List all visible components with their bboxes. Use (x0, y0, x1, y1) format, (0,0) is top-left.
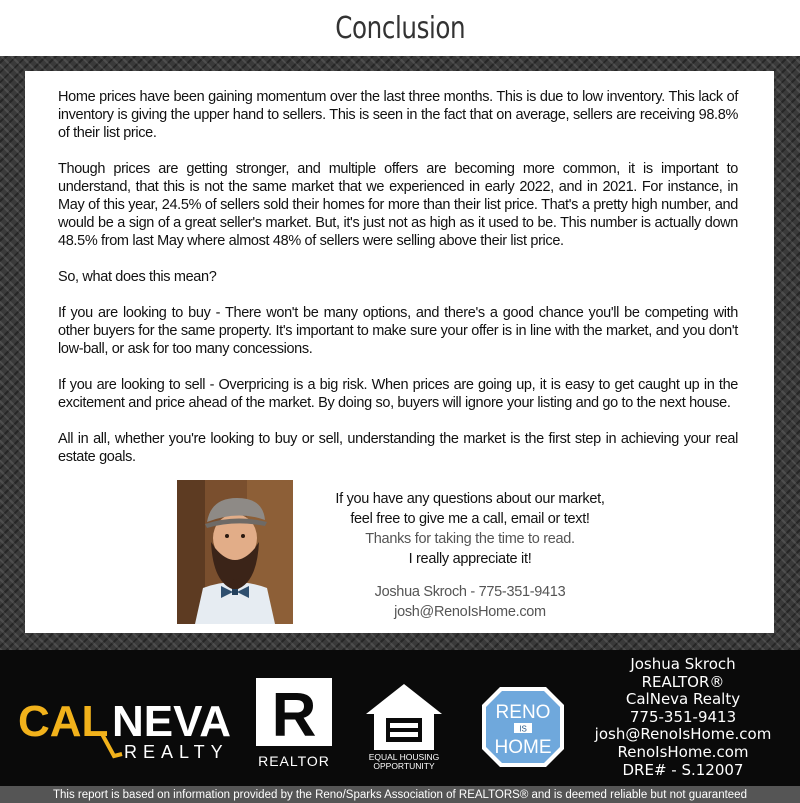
equal-housing-logo (362, 680, 446, 770)
agent-license: DRE# - S.12007 (622, 760, 744, 779)
eho-line-2: OPPORTUNITY (373, 761, 435, 770)
agent-name: Joshua Skroch (630, 655, 736, 673)
calneva-realty-logo (18, 694, 230, 764)
contact-email[interactable]: josh@RenoIsHome.com (394, 604, 546, 620)
agent-phone[interactable]: 775-351-9413 (629, 707, 737, 726)
agent-portrait-illustration (177, 480, 293, 624)
agent-email[interactable]: josh@RenoIsHome.com (594, 725, 772, 744)
calneva-logo-realty: REALTY (124, 742, 229, 762)
agent-info-block (588, 656, 778, 779)
footer-bar (0, 650, 800, 803)
disclaimer-bar (0, 786, 800, 803)
realtor-logo (254, 678, 334, 770)
paragraph-question: So, what does this mean? (58, 269, 217, 285)
calneva-logo-neva: NEVA (112, 697, 230, 746)
reno-is-home-logo (480, 685, 566, 769)
realtor-logo-label: REALTOR (258, 753, 330, 769)
calneva-logo-cal: CAL (18, 697, 109, 746)
agent-photo (177, 480, 293, 624)
eho-line-1: EQUAL HOUSING (368, 752, 440, 762)
paragraph-sellers: If you are looking to sell - Overpricing is a big risk. When prices are going up, it is easy to get caught up in the excitement and price ahead of the market. By doing so, buyers will ignore your listing and go to the next house. (58, 377, 738, 411)
contact-block (307, 489, 633, 622)
content-card (25, 71, 774, 633)
contact-line-appreciate: I really appreciate it! (408, 551, 532, 567)
page-title: Conclusion (335, 10, 465, 46)
contact-line-thanks: Thanks for taking the time to read. (365, 531, 575, 547)
agent-title: REALTOR® (641, 672, 725, 691)
paragraph-market: Though prices are getting stronger, and multiple offers are becoming more common, it is important to understand, that this is not the same market that we experienced in early 2022, and in 2021. For instance, in May of this year, 24.5% of sellers sold their homes for more than their list price. That's a pretty high number, and would be a sign of a great seller's market. But, it's just not as high as it used to be. This number is actually down 48.5% from last May where almost 48% of sellers were selling above their list price. (58, 161, 738, 249)
disclaimer-text: This report is based on information provided by the Reno/Sparks Association of REALTORS® and is deemed reliable but not guaranteed (53, 788, 747, 801)
reno-logo-bottom: HOME (494, 737, 552, 758)
paragraph-buyers: If you are looking to buy - There won't be many options, and there's a good chance you'll be competing with other buyers for the same property. It's important to make sure your offer is in line with the market, and you don't low-ball, or ask for too many concessions. (58, 305, 738, 357)
reno-logo-top: RENO (495, 702, 551, 723)
paragraph-summary: All in all, whether you're looking to buy or sell, understanding the market is the first step in achieving your real estate goals. (58, 431, 738, 465)
agent-brokerage: CalNeva Realty (625, 690, 741, 709)
reno-logo-mid: IS (519, 724, 527, 734)
article-body (58, 88, 738, 484)
contact-line-questions: If you have any questions about our market, (335, 491, 605, 507)
contact-name-phone[interactable]: Joshua Skroch - 775-351-9413 (374, 584, 566, 600)
page-header (0, 0, 800, 56)
realtor-r-mark: R (271, 681, 317, 750)
paragraph-intro: Home prices have been gaining momentum over the last three months. This is due to low inventory. This lack of inventory is giving the upper hand to sellers. This is seen in the fact that on average, sellers are receiving 98.8% of their list price. (58, 89, 738, 141)
agent-website[interactable]: RenoIsHome.com (617, 742, 749, 761)
contact-line-call: feel free to give me a call, email or text! (350, 511, 590, 527)
